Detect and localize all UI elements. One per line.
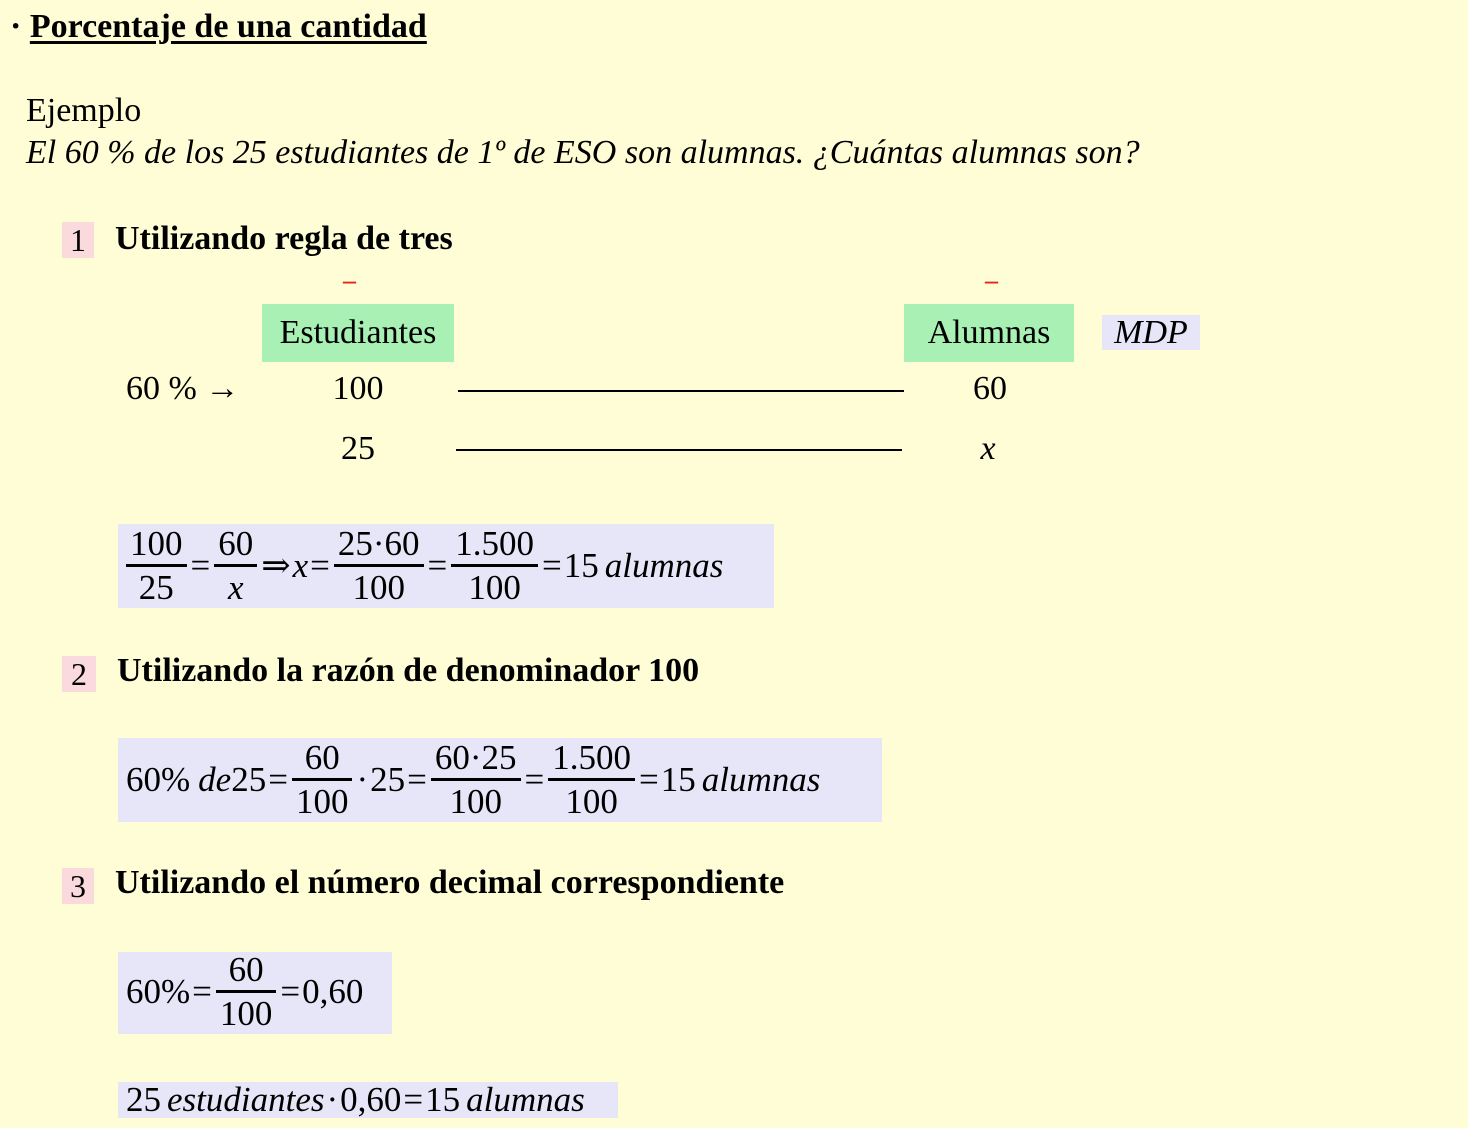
numerator: 60 bbox=[304, 737, 340, 777]
title-bullet: · bbox=[10, 8, 22, 45]
denominator: 100 bbox=[468, 567, 521, 607]
equals-sign: = bbox=[403, 1080, 424, 1119]
fraction bbox=[214, 524, 257, 609]
method-1-number: 1 bbox=[62, 222, 94, 258]
fraction bbox=[451, 524, 538, 609]
fraction bbox=[431, 738, 521, 823]
denominator: 100 bbox=[295, 781, 349, 821]
decimal-value: 0,60 bbox=[302, 972, 364, 1011]
result-value: 15 bbox=[563, 546, 599, 585]
col2-header: Alumnas bbox=[904, 304, 1074, 362]
equals-sign: = bbox=[268, 760, 288, 799]
denominator: 100 bbox=[219, 993, 273, 1033]
result-value: 15 bbox=[425, 1080, 461, 1119]
equals-sign: = bbox=[280, 972, 301, 1011]
equals-sign: = bbox=[639, 760, 659, 799]
multiply-dot: · bbox=[326, 1080, 339, 1119]
result-unit: alumnas bbox=[466, 1080, 585, 1119]
denominator: 25 bbox=[138, 567, 174, 607]
row1-line bbox=[458, 390, 904, 392]
implies-sign: ⇒ bbox=[261, 546, 291, 585]
denominator: 100 bbox=[565, 781, 618, 821]
variable: x bbox=[292, 546, 309, 585]
numerator: 1.500 bbox=[552, 737, 632, 777]
mdp-tag: MDP bbox=[1102, 315, 1200, 350]
denominator: 100 bbox=[449, 781, 502, 821]
method-3-equation-2 bbox=[126, 1082, 585, 1118]
unit-estudiantes: estudiantes bbox=[167, 1080, 325, 1119]
method-2-number: 2 bbox=[62, 656, 96, 692]
numerator: 1.500 bbox=[455, 523, 535, 563]
example-label: Ejemplo bbox=[26, 92, 142, 129]
result-unit: alumnas bbox=[701, 760, 821, 799]
percentage: 60% bbox=[126, 972, 191, 1011]
result-value: 15 bbox=[660, 760, 696, 799]
col1-header: Estudiantes bbox=[262, 304, 454, 362]
title-text: Porcentaje de una cantidad bbox=[29, 8, 427, 45]
base-value: 25 bbox=[231, 760, 267, 799]
decimal-value: 0,60 bbox=[340, 1080, 402, 1119]
col2-dash: – bbox=[985, 266, 998, 295]
fraction bbox=[548, 738, 635, 823]
row2-left-value: 25 bbox=[341, 430, 375, 467]
quantity: 25 bbox=[126, 1080, 161, 1119]
fraction bbox=[126, 524, 187, 609]
equals-sign: = bbox=[310, 546, 330, 585]
numerator: 60 bbox=[228, 949, 264, 989]
multiplier: 25 bbox=[370, 760, 406, 799]
numerator: 25·60 bbox=[337, 523, 420, 563]
row2-right-value: x bbox=[980, 430, 996, 467]
fraction bbox=[292, 738, 353, 823]
numerator: 100 bbox=[130, 523, 183, 563]
col1-dash: – bbox=[343, 266, 356, 295]
fraction bbox=[334, 524, 424, 609]
row1-right-value: 60 bbox=[973, 370, 1007, 407]
row1-prefix: 60 % → bbox=[126, 370, 240, 407]
method-2-equation bbox=[126, 738, 820, 822]
equals-sign: = bbox=[407, 760, 427, 799]
percentage: 60% bbox=[126, 760, 191, 799]
row2-line bbox=[456, 449, 902, 451]
method-1-heading: Utilizando regla de tres bbox=[115, 220, 453, 257]
multiply-dot: · bbox=[356, 760, 369, 799]
method-3-heading: Utilizando el número decimal correspondiente bbox=[115, 864, 785, 901]
row1-left-value: 100 bbox=[332, 370, 384, 407]
denominator: 100 bbox=[352, 567, 405, 607]
word-de: de bbox=[198, 760, 232, 799]
numerator: 60·25 bbox=[434, 737, 517, 777]
equals-sign: = bbox=[524, 760, 545, 799]
result-unit: alumnas bbox=[604, 546, 724, 585]
equals-sign: = bbox=[192, 972, 212, 1011]
numerator: 60 bbox=[218, 523, 254, 563]
equals-sign: = bbox=[190, 546, 211, 585]
equals-sign: = bbox=[542, 546, 562, 585]
method-2-heading: Utilizando la razón de denominador 100 bbox=[117, 652, 700, 689]
example-statement: El 60 % de los 25 estudiantes de 1º de ESO son alumnas. ¿Cuántas alumnas son? bbox=[26, 134, 1140, 171]
equals-sign: = bbox=[427, 546, 448, 585]
fraction bbox=[216, 950, 277, 1035]
method-1-equation bbox=[124, 524, 723, 608]
page-title bbox=[10, 8, 427, 46]
method-3-equation-1 bbox=[126, 950, 363, 1034]
method-3-number: 3 bbox=[62, 868, 94, 904]
denominator: x bbox=[227, 567, 244, 607]
